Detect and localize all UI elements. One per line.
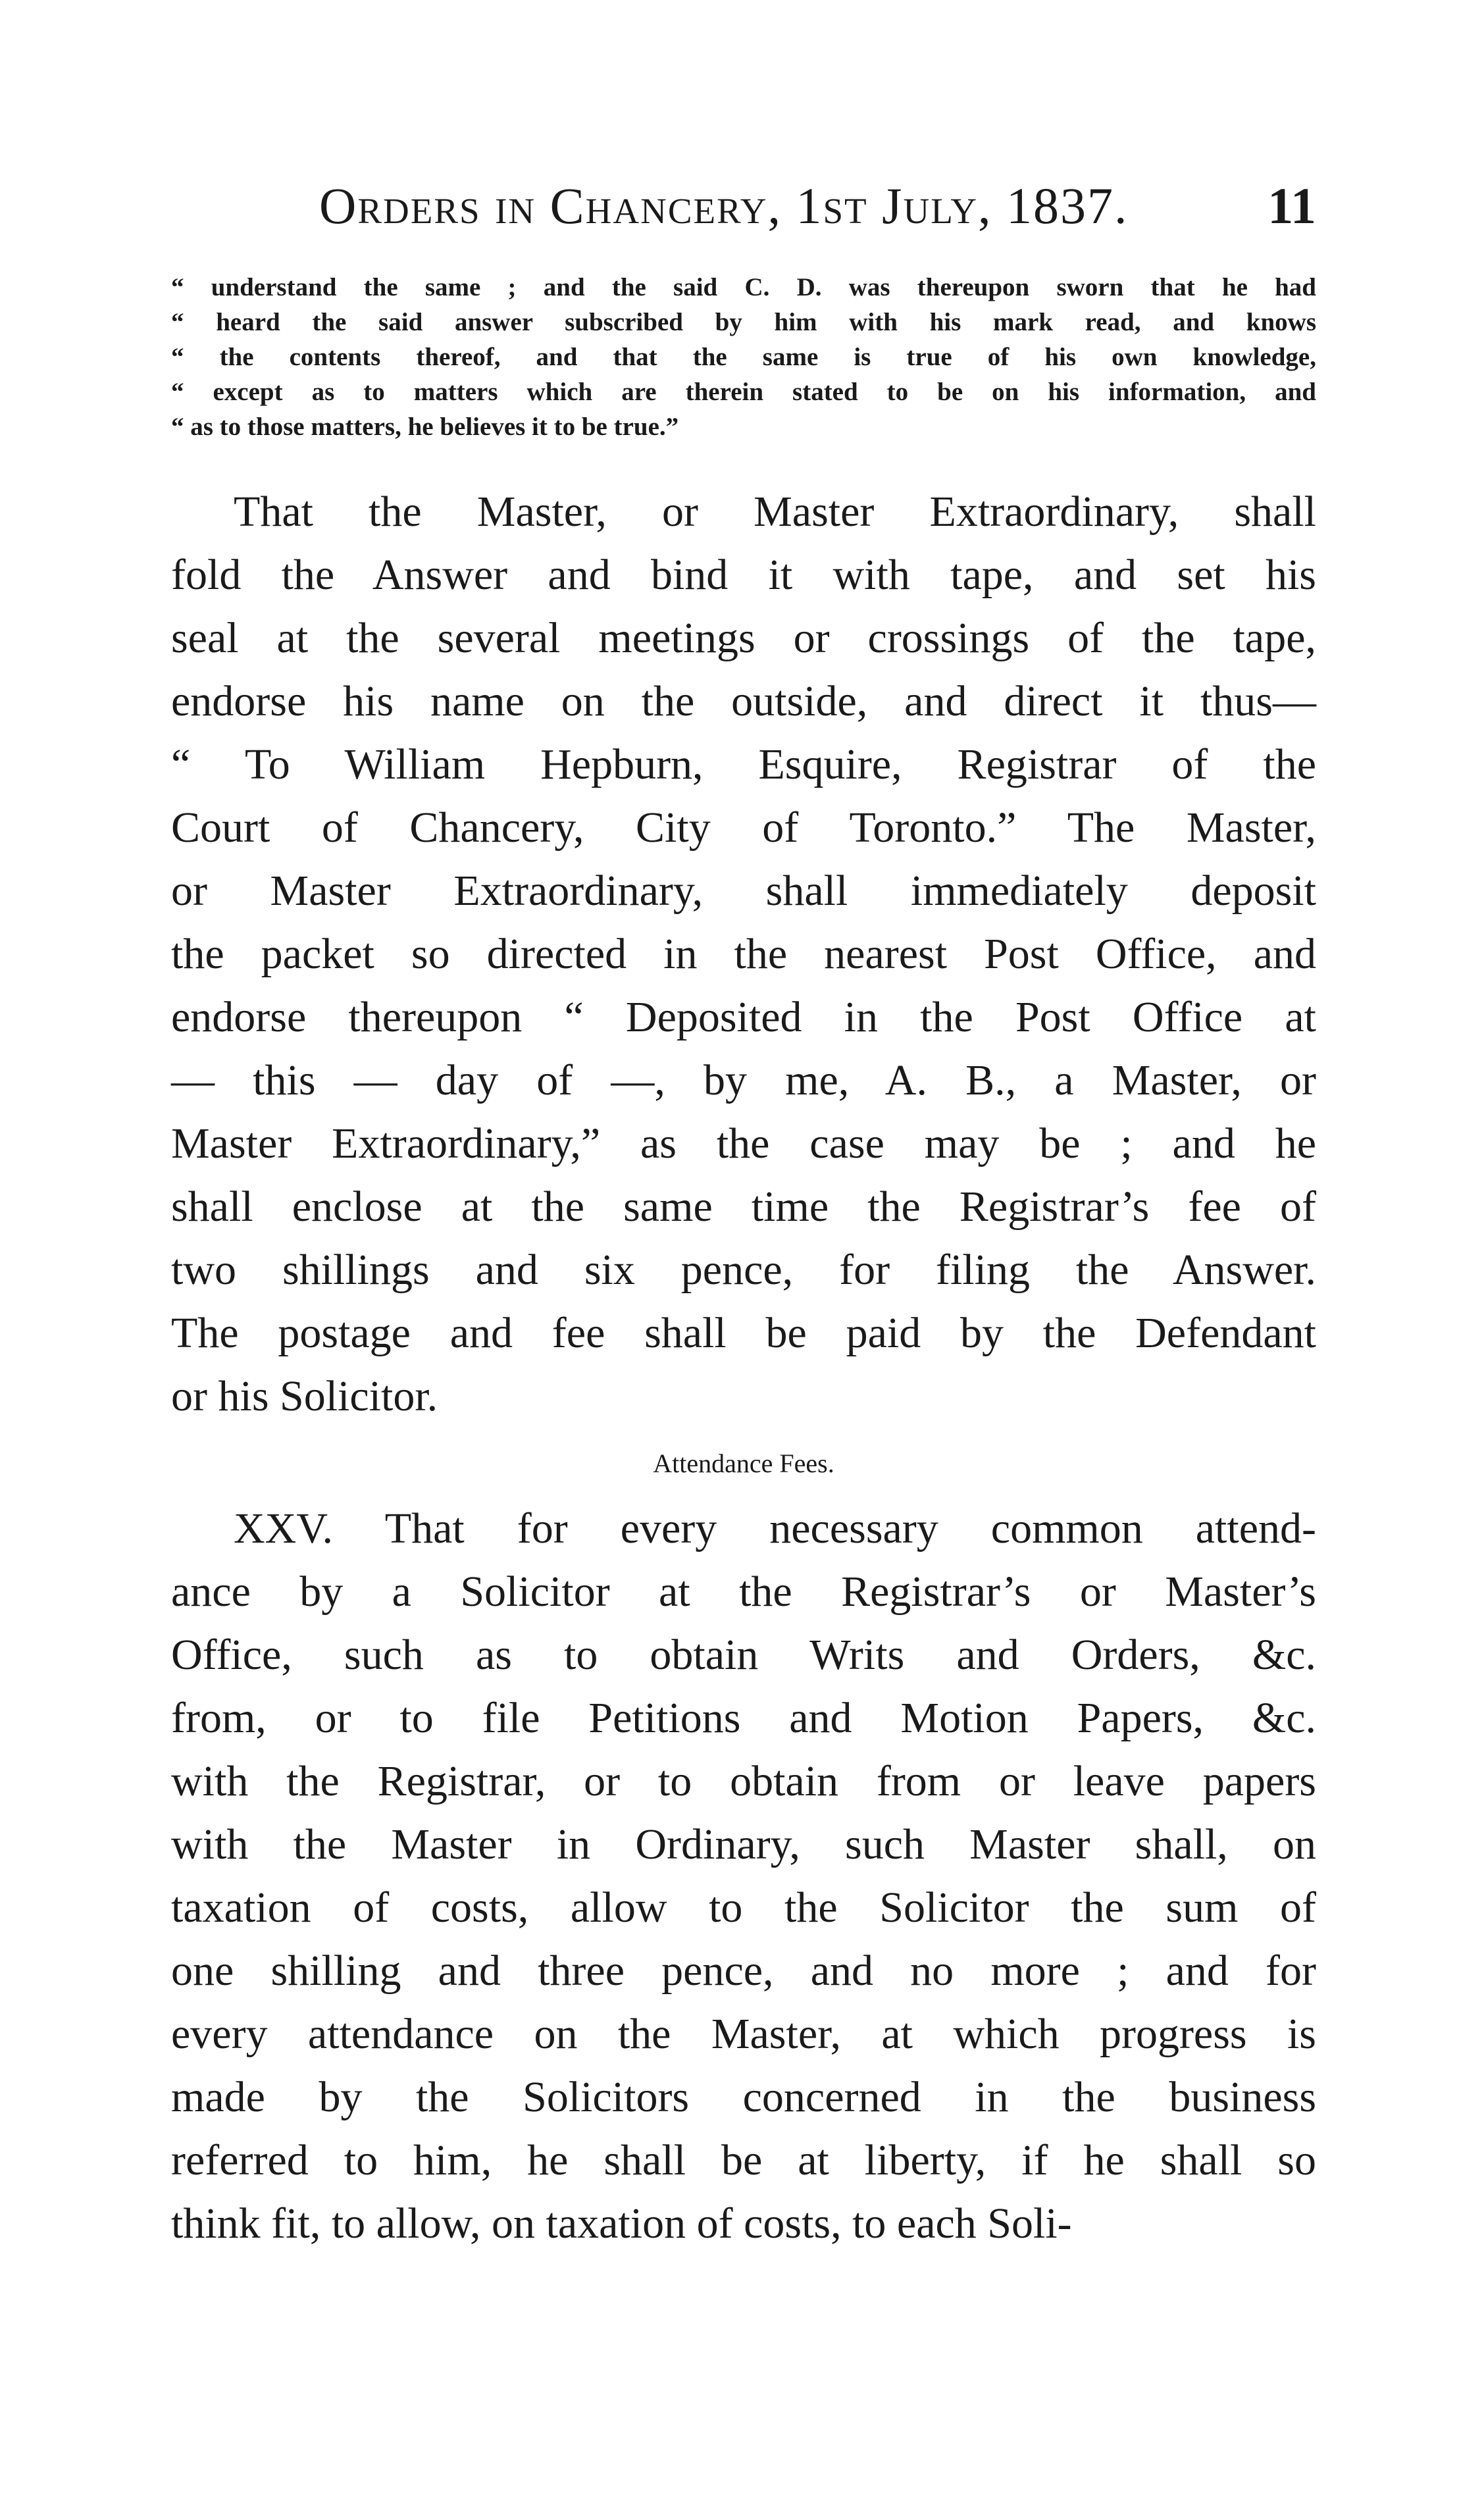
text-line: with the Registrar, or to obtain from or leave papers: [171, 1757, 1316, 1805]
section-heading: Attendance Fees.: [653, 1449, 834, 1478]
text-line: from, or to file Petitions and Motion Papers, &c.: [171, 1694, 1316, 1742]
text-line: “ To William Hepburn, Esquire, Registrar of the: [171, 740, 1316, 788]
text-line: think fit, to allow, on taxation of costs, to each Soli-: [171, 2199, 1072, 2247]
text-line: — this — day of —, by me, A. B., a Master, or: [171, 1056, 1316, 1104]
text-line: That the Master, or Master Extraordinary, shall: [234, 488, 1316, 536]
text-line: or his Solicitor.: [171, 1372, 438, 1420]
text-line: one shilling and three pence, and no more ; and for: [171, 1947, 1316, 1995]
running-title: Orders in Chancery, 1st July, 1837.: [319, 177, 1129, 234]
text-line: ance by a Solicitor at the Registrar’s or Master’s: [171, 1568, 1316, 1616]
text-line: or Master Extraordinary, shall immediately deposit: [171, 867, 1316, 915]
text-line: seal at the several meetings or crossings of the tape,: [171, 614, 1316, 662]
text-line: Master Extraordinary,” as the case may be ; and he: [171, 1119, 1316, 1168]
text-line: shall enclose at the same time the Registrar’s fee of: [171, 1183, 1316, 1231]
text-line: endorse his name on the outside, and direct it thus—: [171, 677, 1316, 725]
text-line: referred to him, he shall be at liberty, if he shall so: [171, 2136, 1316, 2184]
quote-line: “ except as to matters which are therein stated to be on his information, and: [171, 378, 1316, 406]
quote-line: “ as to those matters, he believes it to be true.”: [171, 413, 679, 441]
quote-line: “ heard the said answer subscribed by him with his mark read, and knows: [171, 308, 1316, 336]
page-number: 11: [1267, 177, 1316, 234]
text-line: XXV. That for every necessary common attend-: [234, 1504, 1316, 1553]
text-line: taxation of costs, allow to the Solicitor the sum of: [171, 1884, 1316, 1932]
text-line: two shillings and six pence, for filing the Answer.: [171, 1246, 1316, 1294]
text-line: The postage and fee shall be paid by the Defendant: [171, 1309, 1316, 1357]
quoted-oath-block: [171, 270, 1316, 444]
text-line: made by the Solicitors concerned in the business: [171, 2073, 1316, 2121]
paragraph-attendance-fees: [171, 1497, 1316, 2255]
text-line: endorse thereupon “ Deposited in the Post Office at: [171, 993, 1316, 1041]
text-line: Court of Chancery, City of Toronto.” The Master,: [171, 804, 1316, 852]
quote-line: “ understand the same ; and the said C. D. was thereupon sworn that he had: [171, 273, 1316, 301]
paragraph-answer-filing: [171, 480, 1316, 1428]
text-line: every attendance on the Master, at which progress is: [171, 2010, 1316, 2058]
text-line: fold the Answer and bind it with tape, and set his: [171, 551, 1316, 599]
running-header: [171, 176, 1316, 236]
quote-line: “ the contents thereof, and that the same is true of his own knowledge,: [171, 343, 1316, 371]
text-line: the packet so directed in the nearest Post Office, and: [171, 930, 1316, 978]
text-line: with the Master in Ordinary, such Master shall, on: [171, 1820, 1316, 1868]
text-line: Office, such as to obtain Writs and Orders, &c.: [171, 1631, 1316, 1679]
